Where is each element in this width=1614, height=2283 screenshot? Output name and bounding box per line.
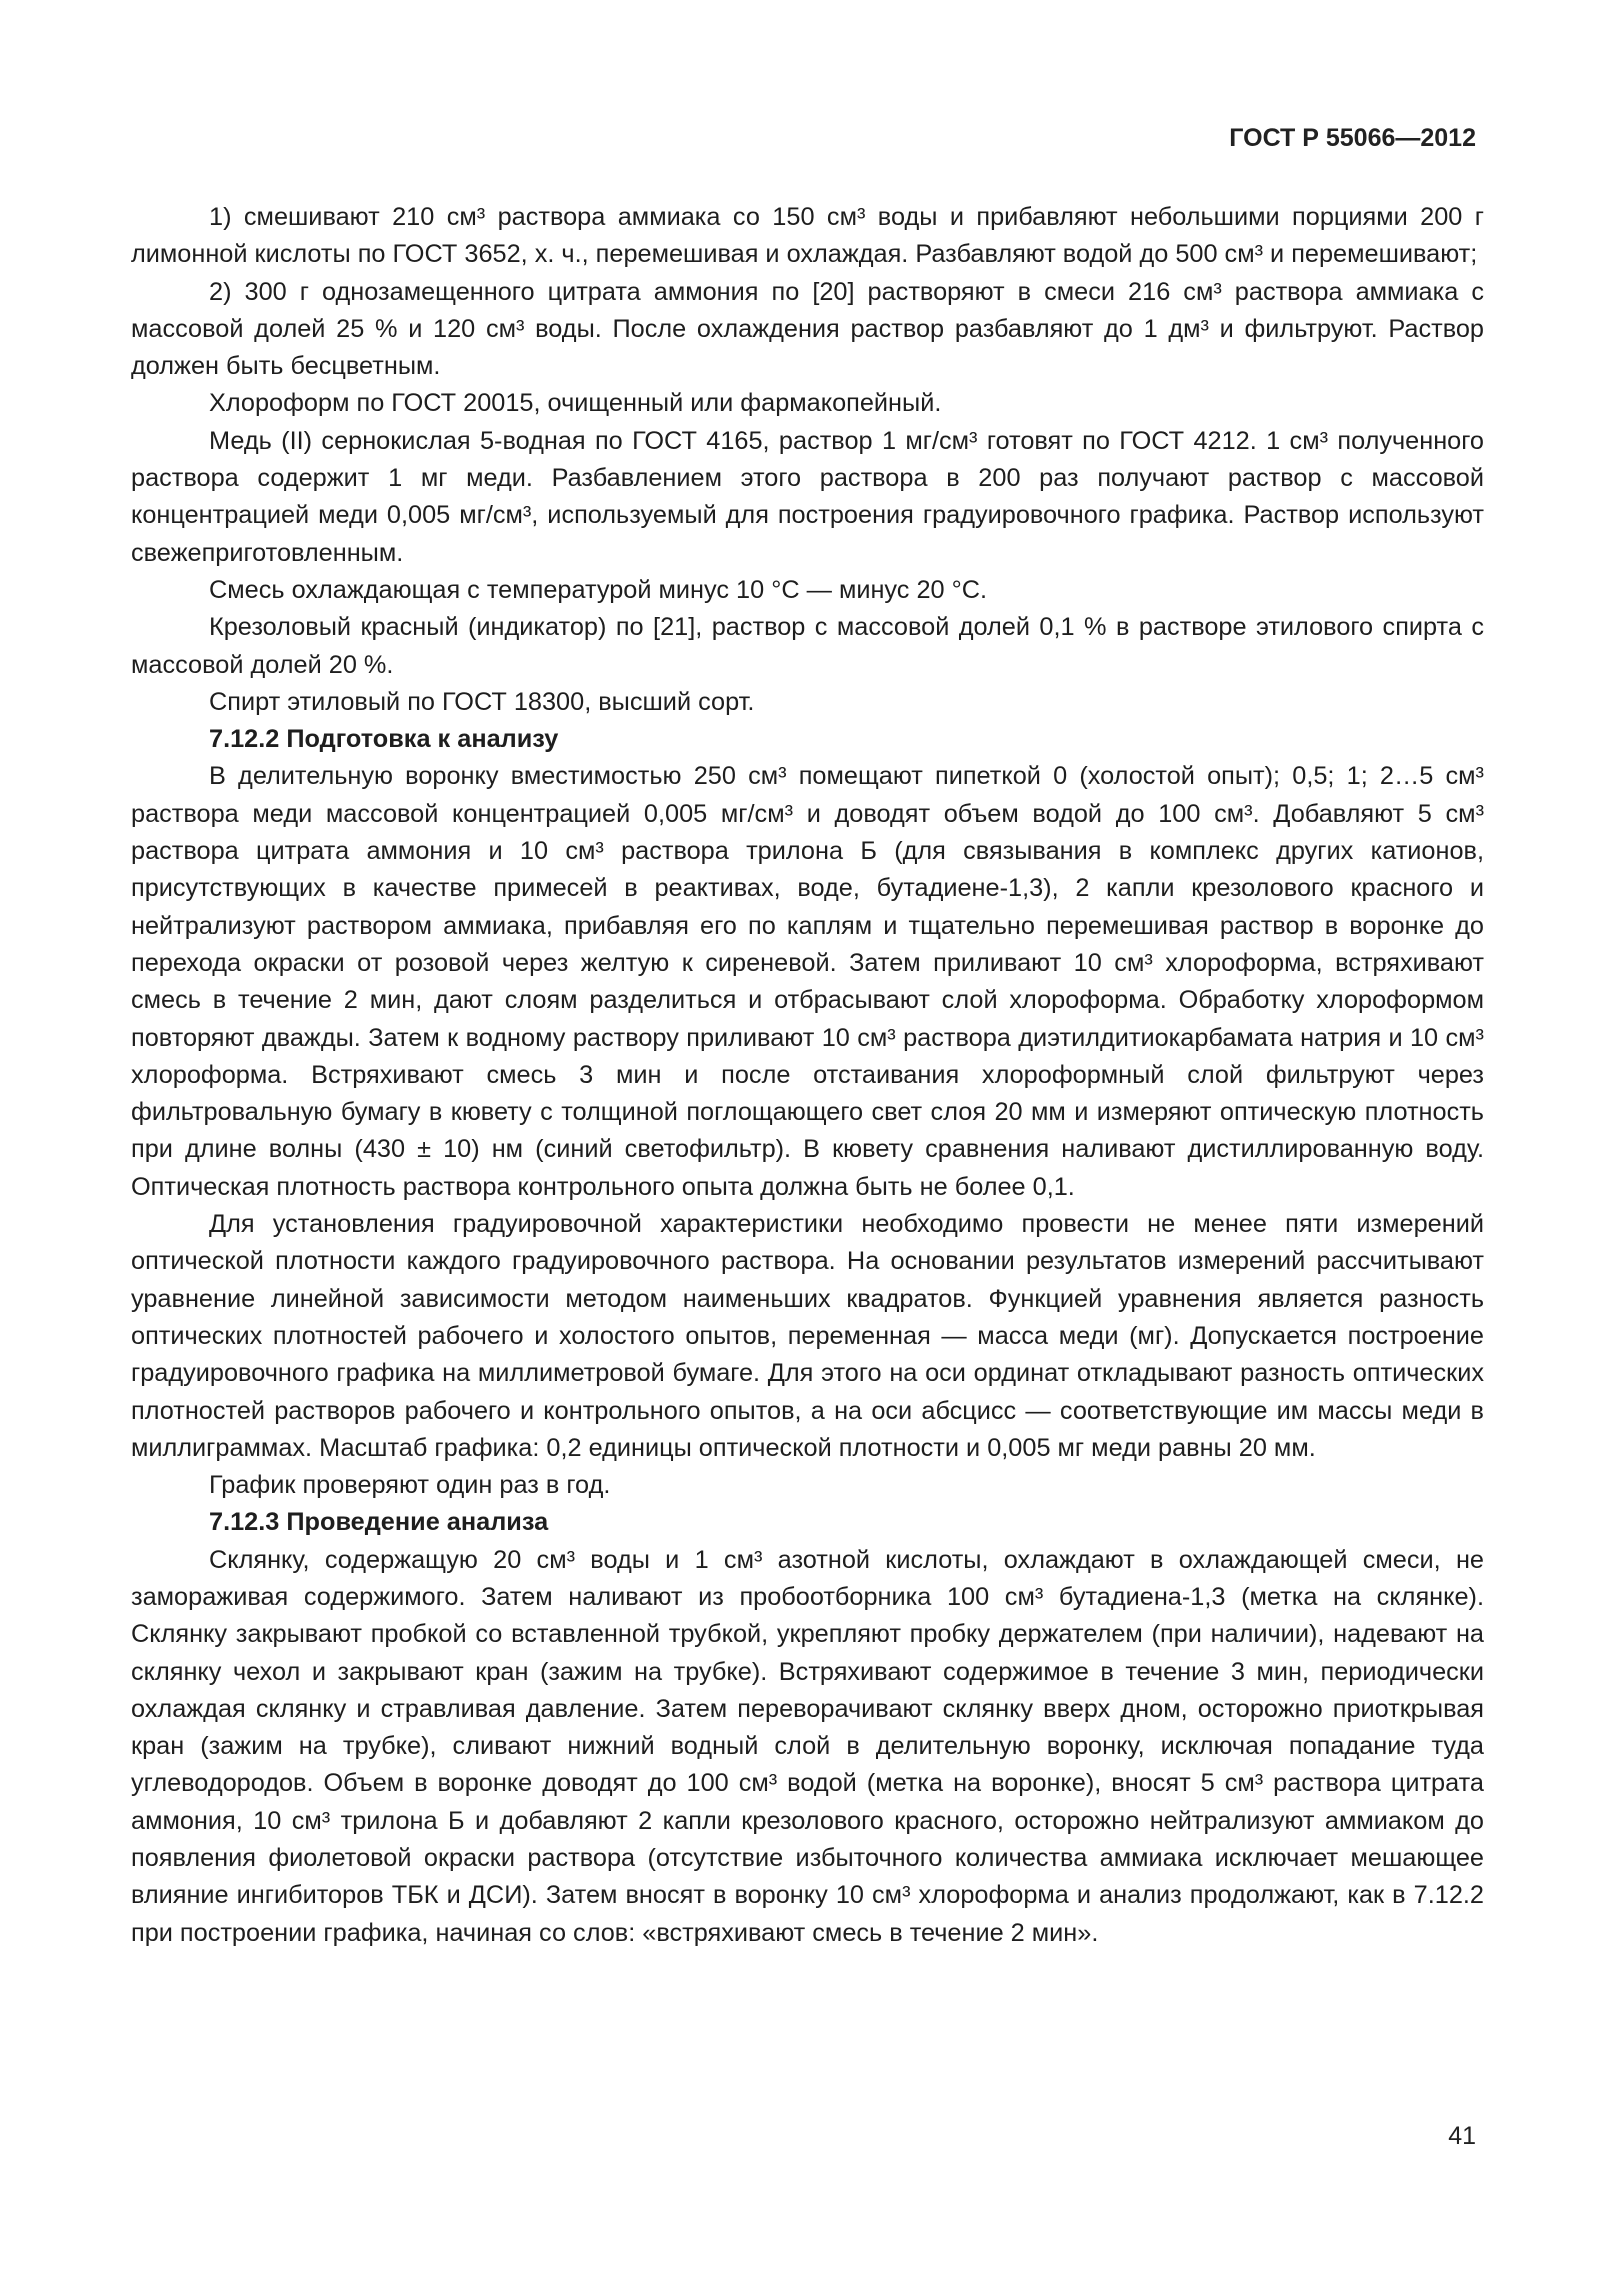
standard-header: ГОСТ Р 55066—2012: [1229, 124, 1476, 152]
paragraph-citrate-prep-2: 2) 300 г однозамещенного цитрата аммония по [20] растворяют в смеси 216 см³ раствора аммиака с массовой долей 25 % и 120 см³ воды. После охлаждения раствор разбавляют до 1 дм³ и фильтруют. Раствор должен быть бесцветным.: [131, 277, 1484, 381]
section-heading-7-12-3: 7.12.3 Проведение анализа: [209, 1508, 549, 1537]
paragraph-cooling-mixture: Смесь охлаждающая с температурой минус 10 °С — минус 20 °С.: [209, 575, 988, 604]
paragraph-cresol-red: Крезоловый красный (индикатор) по [21], раствор с массовой долей 0,1 % в растворе этилового спирта с массовой долей 20 %.: [131, 613, 1484, 679]
paragraph-chloroform: Хлороформ по ГОСТ 20015, очищенный или фармакопейный.: [209, 389, 942, 418]
paragraph-analysis: Склянку, содержащую 20 см³ воды и 1 см³ азотной кислоты, охлаждают в охлаждающей смеси, не замораживая содержимого. Затем наливают из пробоотборника 100 см³ бутадиена-1,3 (метка на склянке). Склянку закрывают пробкой со вставленной трубкой, укрепляют пробку держателем (при наличии), надевают на склянку чехол и закрывают кран (зажим на трубке). Встряхивают содержимое в течение 3 мин, периодически охлаждая склянку и стравливая давление. Затем переворачивают склянку вверх дном, осторожно приоткрывая кран (зажим на трубке), сливают нижний водный слой в делительную воронку, исключая попадание туда углеводородов. Объем в воронке доводят до 100 см³ водой (метка на воронке), вносят 5 см³ раствора цитрата аммония, 10 см³ трилона Б и добавляют 2 капли крезолового красного, осторожно нейтрализуют аммиаком до появления фиолетовой окраски раствора (отсутствие избыточного количества аммиака исключает мешающее влияние ингибиторов ТБК и ДСИ). Затем вносят в воронку 10 см³ хлороформа и анализ продолжают, как в 7.12.2 при построении графика, начиная со слов: «встряхивают смесь в течение 2 мин».: [131, 1545, 1484, 1947]
paragraph-calibration: Для установления градуировочной характеристики необходимо провести не менее пяти измерений оптической плотности каждого градуировочного раствора. На основании результатов измерений рассчитывают уравнение линейной зависимости методом наименьших квадратов. Функцией уравнения является разность оптических плотностей рабочего и холостого опытов, переменная — масса меди (мг). Допускается построение градуировочного графика на миллиметровой бумаге. Для этого на оси ординат откладывают разность оптических плотностей растворов рабочего и контрольного опытов, а на оси абсцисс — соответствующие им массы меди в миллиграммах. Масштаб графика: 0,2 единицы оптической плотности и 0,005 мг меди равны 20 мм.: [131, 1210, 1484, 1462]
paragraph-ethyl-alcohol: Спирт этиловый по ГОСТ 18300, высший сорт.: [209, 687, 755, 716]
section-heading-7-12-2: 7.12.2 Подготовка к анализу: [209, 725, 559, 754]
paragraph-preparation: В делительную воронку вместимостью 250 см³ помещают пипеткой 0 (холостой опыт); 0,5; 1; 2…5 см³ раствора меди массовой концентрацией 0,005 мг/см³ и доводят объем водой до 100 см³. Добавляют 5 см³ раствора цитрата аммония и 10 см³ раствора трилона Б (для связывания в комплекс других катионов, присутствующих в качестве примесей в реактивах, воде, бутадиене-1,3), 2 капли крезолового красного и нейтрализуют раствором аммиака, прибавляя его по каплям и тщательно перемешивая раствор в воронке до перехода окраски от розовой через желтую к сиреневой. Затем приливают 10 см³ хлороформа, встряхивают смесь в течение 2 мин, дают слоям разделиться и отбрасывают слой хлороформа. Обработку хлороформом повторяют дважды. Затем к водному раствору приливают 10 см³ раствора диэтилдитиокарбамата натрия и 10 см³ хлороформа. Встряхивают смесь 3 мин и после отстаивания хлороформный слой фильтруют через фильтровальную бумагу в кювету с толщиной поглощающего свет слоя 20 мм и измеряют оптическую плотность при длине волны (430 ± 10) нм (синий светофильтр). В кювету сравнения наливают дистиллированную воду. Оптическая плотность раствора контрольного опыта должна быть не более 0,1.: [131, 762, 1484, 1201]
paragraph-copper-sulfate: Медь (II) сернокислая 5-водная по ГОСТ 4165, раствор 1 мг/см³ готовят по ГОСТ 4212. 1 см³ полученного раствора содержит 1 мг меди. Разбавлением этого раствора в 200 раз получают раствор с массовой концентрацией меди 0,005 мг/см³, используемый для построения градуировочного графика. Раствор используют свежеприготовленным.: [131, 426, 1484, 567]
paragraph-graph-check: График проверяют один раз в год.: [209, 1471, 611, 1500]
paragraph-citrate-prep-1: 1) смешивают 210 см³ раствора аммиака со 150 см³ воды и прибавляют небольшими порциями 200 г лимонной кислоты по ГОСТ 3652, х. ч., перемешивая и охлаждая. Разбавляют водой до 500 см³ и перемешивают;: [131, 203, 1484, 269]
page-number: 41: [1448, 2122, 1476, 2150]
document-body: [131, 199, 1484, 1952]
